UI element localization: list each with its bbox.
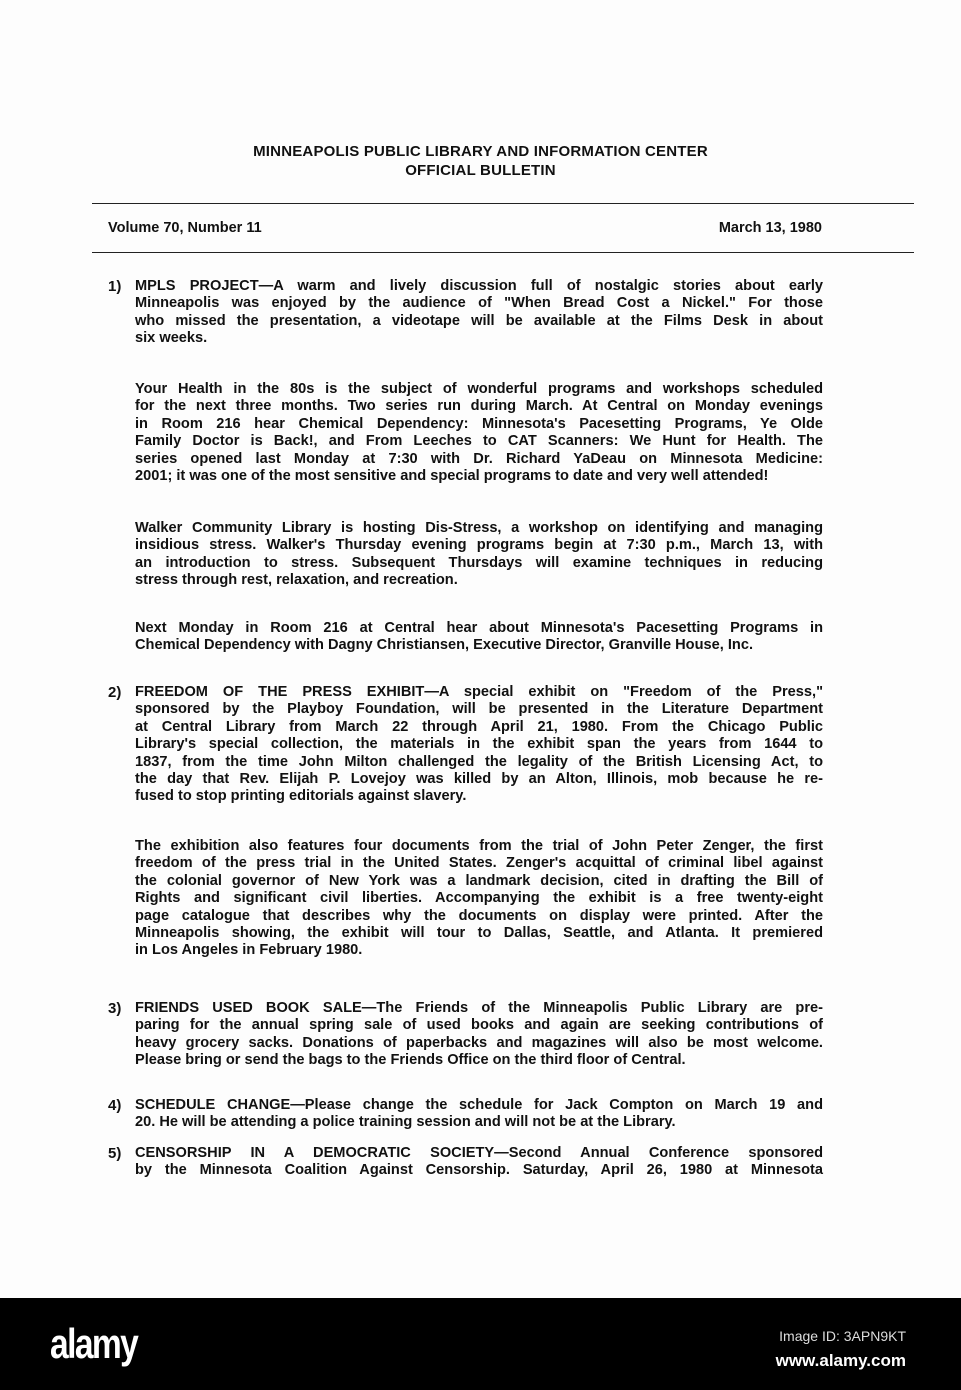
item-number: 1) [108,278,122,295]
item-paragraph [135,838,823,960]
text-line: Library's special collection, the materials in the exhibit span the years from 1644 to [135,736,823,753]
item-paragraph [135,684,823,806]
text-line: Next Monday in Room 216 at Central hear about Minnesota's Pacesetting Programs in [135,620,823,636]
text-line: MPLS PROJECT—A warm and lively discussion full of nostalgic stories about early [135,278,823,294]
text-line: Family Doctor is Back!, and From Leeches to CAT Scanners: We Hunt for Health. The [135,433,823,450]
text-line: Walker Community Library is hosting Dis-Stress, a workshop on identifying and managing [135,520,823,536]
text-line: page catalogue that describes why the documents on display were printed. After the [135,907,823,924]
text-line: fused to stop printing editorials against slavery. [135,788,467,805]
text-line: in Los Angeles in February 1980. [135,942,363,959]
text-line: 20. He will be attending a police training session and will not be at the Library. [135,1114,676,1131]
bulletin-date: March 13, 1980 [718,220,822,236]
alamy-logo: alamy [50,1320,138,1367]
text-line: series opened last Monday at 7:30 with Dr. Richard YaDeau on Minnesota Medicine: [135,450,823,467]
image-id: Image ID: 3APN9KT [779,1328,906,1344]
text-line: the colonial governor of New York was a landmark decision, cited in drafting the Bill of [135,872,823,889]
item-paragraph [135,381,823,485]
text-line: 1837, from the time John Milton challenged the legality of the British Licensing Act, to [135,753,823,770]
text-line: 2001; it was one of the most sensitive and special programs to date and very well attended! [135,467,769,484]
text-line: sponsored by the Playboy Foundation, will be presented in the Literature Department [135,701,823,718]
item-number: 5) [108,1145,122,1162]
text-line: Chemical Dependency with Dagny Christiansen, Executive Director, Granville House, Inc. [135,637,753,654]
item-paragraph [135,278,823,348]
text-line: stress through rest, relaxation, and recreation. [135,572,458,589]
item-paragraph [135,1097,823,1132]
text-line: Minneapolis was enjoyed by the audience of "When Bread Cost a Nickel." For those [135,295,823,312]
text-line: six weeks. [135,330,208,347]
text-line: the day that Rev. Elijah P. Lovejoy was killed by an Alton, Illinois, mob because he re- [135,770,823,787]
text-line: insidious stress. Walker's Thursday evening programs begin at 7:30 p.m., March 13, with [135,537,823,554]
text-line: freedom of the press trial in the United States. Zenger's acquittal of criminal libel against [135,855,823,872]
header-divider-bottom [92,252,914,253]
item-number: 4) [108,1097,122,1114]
text-line: heavy grocery sacks. Donations of paperbacks and magazines will also be most welcome. [135,1034,823,1051]
watermark-url: www.alamy.com [775,1351,906,1370]
bulletin-title: MINNEAPOLIS PUBLIC LIBRARY AND INFORMATION CENTER [253,143,708,160]
text-line: paring for the annual spring sale of used books and again are seeking contributions of [135,1017,823,1034]
item-paragraph [135,520,823,590]
text-line: FRIENDS USED BOOK SALE—The Friends of the Minneapolis Public Library are pre- [135,1000,823,1016]
text-line: Your Health in the 80s is the subject of wonderful programs and workshops scheduled [135,381,823,397]
text-line: who missed the presentation, a videotape will be available at the Films Desk in about [135,312,823,329]
header-divider-top [92,203,914,204]
text-line: by the Minnesota Coalition Against Censorship. Saturday, April 26, 1980 at Minnesota [135,1162,823,1179]
text-line: FREEDOM OF THE PRESS EXHIBIT—A special exhibit on "Freedom of the Press," [135,684,823,700]
text-line: Rights and significant civil liberties. Accompanying the exhibit is a free twenty-eight [135,890,823,907]
watermark-banner [0,1298,961,1390]
item-number: 3) [108,1000,122,1017]
text-line: in Room 216 hear Chemical Dependency: Minnesota's Pacesetting Programs, Ye Olde [135,415,823,432]
text-line: CENSORSHIP IN A DEMOCRATIC SOCIETY—Second Annual Conference sponsored [135,1145,823,1161]
item-paragraph [135,620,823,655]
bulletin-subtitle: OFFICIAL BULLETIN [405,162,556,179]
text-line: Minneapolis showing, the exhibit will tour to Dallas, Seattle, and Atlanta. It premiered [135,924,823,941]
text-line: for the next three months. Two series run during March. At Central on Monday evenings [135,398,823,415]
item-paragraph [135,1000,823,1070]
text-line: an introduction to stress. Subsequent Thursdays will examine techniques in reducing [135,554,823,571]
volume-number: Volume 70, Number 11 [108,220,262,236]
text-line: SCHEDULE CHANGE—Please change the schedule for Jack Compton on March 19 and [135,1097,823,1113]
text-line: at Central Library from March 22 through April 21, 1980. From the Chicago Public [135,718,823,735]
text-line: Please bring or send the bags to the Friends Office on the third floor of Central. [135,1052,686,1069]
item-paragraph [135,1145,823,1180]
item-number: 2) [108,684,122,701]
text-line: The exhibition also features four documents from the trial of John Peter Zenger, the first [135,838,823,854]
